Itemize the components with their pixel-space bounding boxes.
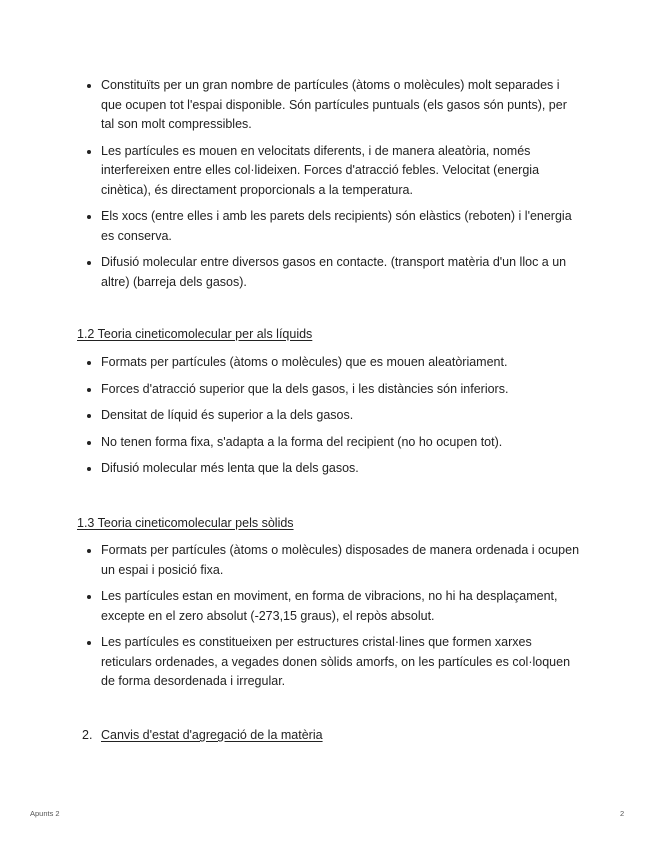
list-item: Difusió molecular més lenta que la dels gasos. — [0, 459, 655, 479]
footer-page-number: 2 — [620, 809, 625, 818]
list-item: Les partícules estan en moviment, en forma de vibracions, no hi ha desplaçament, excepte en el zero absolut (-273,15 graus), el repòs absolut. — [0, 587, 655, 626]
footer-document-title: Apunts 2 — [30, 809, 60, 818]
section-title: Canvis d'estat d'agregació de la matèria — [101, 728, 323, 742]
gas-properties-list — [0, 76, 655, 292]
section-2-heading — [82, 726, 323, 744]
list-item: Densitat de líquid és superior a la dels gasos. — [0, 406, 655, 426]
list-item: Els xocs (entre elles i amb les parets dels recipients) són elàstics (reboten) i l'energia es conserva. — [0, 207, 655, 246]
liquid-properties-list — [0, 353, 655, 479]
list-item: Formats per partícules (àtoms o molècules) que es mouen aleatòriament. — [0, 353, 655, 373]
section-heading-solids: 1.3 Teoria cineticomolecular pels sòlids — [77, 516, 294, 530]
section-number: 2. — [82, 728, 93, 742]
list-item: Difusió molecular entre diversos gasos en contacte. (transport matèria d'un lloc a un altre) (barreja dels gasos). — [0, 253, 655, 292]
list-item: Formats per partícules (àtoms o molècules) disposades de manera ordenada i ocupen un espai i posició fixa. — [0, 541, 655, 580]
section-heading-liquids: 1.2 Teoria cineticomolecular per als líquids — [77, 327, 313, 341]
list-item: Les partícules es mouen en velocitats diferents, i de manera aleatòria, només interfereixen entre elles col·lideixen. Forces d'atracció febles. Velocitat (energia cinètica), és directament proporcionals a la temperatura. — [0, 142, 655, 201]
list-item: Les partícules es constitueixen per estructures cristal·lines que formen xarxes reticulars ordenades, a vegades donen sòlids amorfs, on les partícules es col·loquen de forma desordenada i irregular. — [0, 633, 655, 692]
list-item: Constituïts per un gran nombre de partícules (àtoms o molècules) molt separades i que ocupen tot l'espai disponible. Són partícules puntuals (els gasos són punts), per tal son molt compressibles. — [0, 76, 655, 135]
list-item: No tenen forma fixa, s'adapta a la forma del recipient (no ho ocupen tot). — [0, 433, 655, 453]
list-item: Forces d'atracció superior que la dels gasos, i les distàncies són inferiors. — [0, 380, 655, 400]
solid-properties-list — [0, 541, 655, 692]
